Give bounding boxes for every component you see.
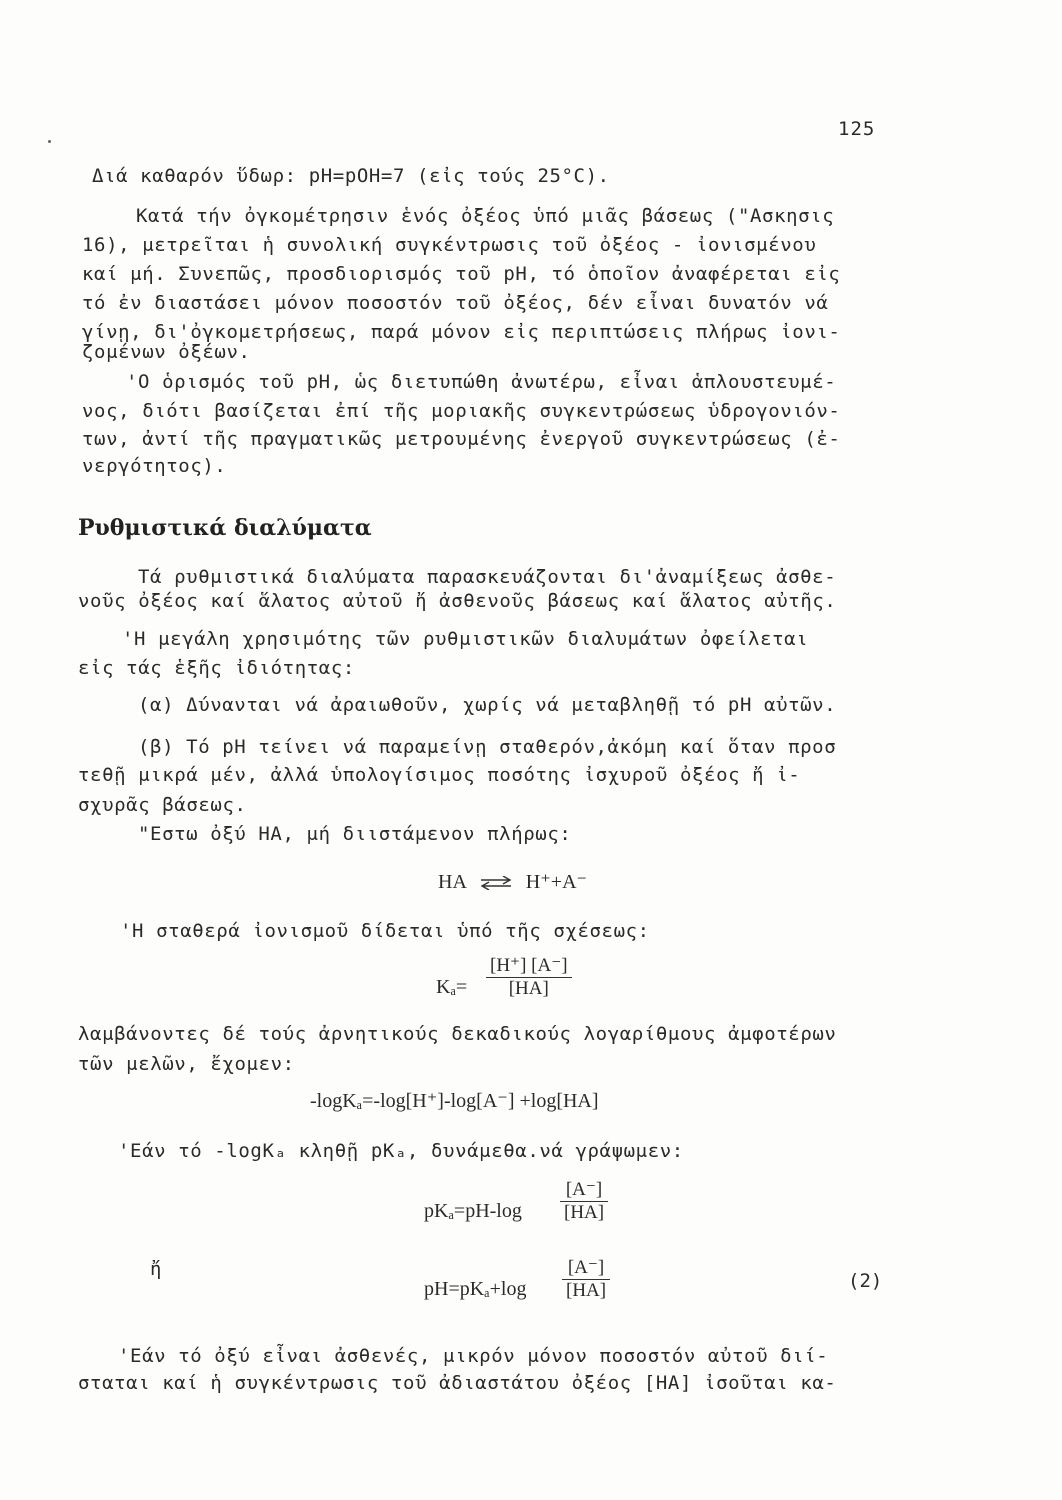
ka-fraction	[486, 954, 572, 1000]
section-heading: Ρυθμιστικά διαλύματα	[78, 515, 372, 541]
reaction-equation	[438, 869, 587, 894]
text-line: σταται καί ἡ συγκέντρωσις τοῦ ἀδιαστάτου ὀξέος [HA] ἰσοῦται κα-	[78, 1372, 837, 1394]
text-line: (β) Τό pH τείνει νά παραμείνῃ σταθερόν,ἀκόμη καί ὅταν προσ	[138, 736, 837, 758]
text-line: 'Εάν τό ὀξύ εἶναι ἀσθενές, μικρόν μόνον ποσοστόν αὐτοῦ διί-	[118, 1345, 829, 1367]
text-line: Τά ρυθμιστικά διαλύματα παρασκευάζονται δι'ἀναμίξεως ἀσθε-	[138, 566, 837, 588]
ph-denominator: [HA]	[566, 1280, 607, 1301]
text-line: καί μή. Συνεπῶς, προσδιορισμός τοῦ pH, τό ὁποῖον ἀναφέρεται εἰς	[82, 263, 841, 285]
reaction-reactant: HA	[438, 871, 466, 893]
text-line: ἤ	[150, 1258, 163, 1280]
text-line: τό ἐν διαστάσει μόνον ποσοστόν τοῦ ὀξέος, δέν εἶναι δυνατόν νά	[82, 292, 829, 314]
ka-lhs: Kₐ=	[436, 976, 468, 998]
ka-numerator: [H⁺] [A⁻]	[490, 955, 568, 976]
text-line: 'Η σταθερά ἰονισμοῦ δίδεται ὑπό τῆς σχέσεως:	[120, 920, 650, 942]
text-line: 'Η μεγάλη χρησιμότης τῶν ρυθμιστικῶν διαλυμάτων ὀφείλεται	[122, 628, 809, 650]
text-line: Κατά τήν ὀγκομέτρησιν ἑνός ὀξέος ὑπό μιᾶς βάσεως ("Ασκησις	[136, 205, 835, 227]
text-line: τεθῇ μικρά μέν, ἀλλά ὑπολογίσιμος ποσότης ἰσχυροῦ ὀξέος ἤ ἰ-	[78, 764, 801, 786]
pka-lhs: pKₐ=pH-log	[424, 1200, 522, 1222]
ph-numerator: [A⁻]	[567, 1257, 605, 1278]
text-line: 'Εάν τό -logKₐ κληθῇ pKₐ, δυνάμεθα.νά γράψωμεν:	[118, 1140, 684, 1162]
text-line: 'Ο ὁρισμός τοῦ pH, ὡς διετυπώθη ἀνωτέρω, εἶναι ἁπλουστευμέ-	[126, 371, 837, 393]
pka-numerator: [A⁻]	[565, 1179, 603, 1200]
page-number: 125	[838, 118, 876, 140]
text-line: νοῦς ὀξέος καί ἅλατος αὐτοῦ ἤ ἀσθενοῦς βάσεως καί ἅλατος αὐτῆς.	[78, 590, 837, 612]
text-line: "Εστω ὀξύ HA, μή διιστάμενον πλήρως:	[138, 823, 572, 845]
pka-denominator: [HA]	[564, 1202, 605, 1223]
text-line: εἰς τάς ἑξῆς ἰδιότητας:	[78, 657, 355, 679]
text-line: (α) Δύνανται νά ἀραιωθοῦν, χωρίς νά μεταβληθῇ τό pH αὐτῶν.	[138, 694, 837, 716]
ph-fraction	[562, 1256, 610, 1302]
text-line: 16), μετρεῖται ἡ συνολική συγκέντρωσις τοῦ ὀξέος - ἰονισμένου	[82, 234, 817, 256]
text-line: νος, διότι βασίζεται ἐπί τῆς μοριακῆς συγκεντρώσεως ὑδρογονιόν-	[82, 400, 841, 422]
text-line: ζομένων ὀξέων.	[82, 341, 251, 363]
reaction-products: H⁺+A⁻	[525, 871, 588, 893]
equation-number: (2)	[848, 1270, 883, 1292]
equilibrium-arrows-icon	[479, 876, 513, 890]
text-line: Διά καθαρόν ὕδωρ: pH=pOH=7 (εἰς τούς 25°C).	[92, 165, 610, 187]
text-line: γίνῃ, δι'ὀγκομετρήσεως, παρά μόνον εἰς περιπτώσεις πλήρως ἰονι-	[82, 321, 841, 343]
pka-fraction	[560, 1178, 608, 1224]
text-line: τῶν μελῶν, ἔχομεν:	[78, 1053, 295, 1075]
scan-speck	[48, 140, 51, 143]
ka-denominator: [HA]	[508, 978, 549, 999]
text-line: των, ἀντί τῆς πραγματικῶς μετρουμένης ἐνεργοῦ συγκεντρώσεως (ἐ-	[82, 428, 841, 450]
ph-lhs: pH=pKₐ+log	[424, 1278, 527, 1300]
text-line: λαμβάνοντες δέ τούς ἀρνητικούς δεκαδικούς λογαρίθμους ἀμφοτέρων	[78, 1023, 837, 1045]
log-equation: -logKₐ=-log[H⁺]-log[A⁻] +log[HA]	[310, 1090, 599, 1112]
text-line: νεργότητος).	[82, 455, 227, 477]
text-line: σχυρᾶς βάσεως.	[78, 794, 247, 816]
